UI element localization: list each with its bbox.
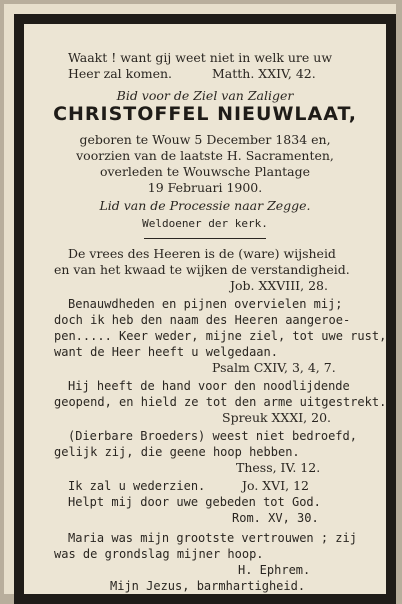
verse-line: Maria was mijn grootste vertrouwen ; zij xyxy=(68,531,357,545)
death-line: overleden te Wouwsche Plantage xyxy=(99,164,311,179)
verse-line: Helpt mij door uwe gebeden tot God. xyxy=(68,495,321,509)
benefactor-line: Weldoener der kerk. xyxy=(142,217,268,230)
memorial-card xyxy=(4,4,396,594)
verse-reference: Thess, IV. 12. xyxy=(236,460,321,475)
quote-line-1: Waakt ! want gij weet niet in welk ure uw xyxy=(68,50,333,65)
verse-line: Ik zal u wederzien. xyxy=(68,479,206,493)
death-date: 19 Februari 1900. xyxy=(147,180,263,195)
verse-line: pen..... Keer weder, mijne ziel, tot uwe rust, xyxy=(54,329,387,343)
verse-reference: Rom. XV, 30. xyxy=(232,511,319,525)
deceased-name: CHRISTOFFEL NIEUWLAAT, xyxy=(53,103,357,125)
verse-line: De vrees des Heeren is de (ware) wijsheid xyxy=(68,246,336,261)
prayer-request: Bid voor de Ziel van Zaliger xyxy=(116,88,294,103)
verse-line: want de Heer heeft u welgedaan. xyxy=(54,345,278,359)
closing-prayer: Mijn Jezus, barmhartigheid. xyxy=(110,579,306,593)
quote-reference: Matth. XXIV, 42. xyxy=(212,66,316,81)
verse-reference: Spreuk XXXI, 20. xyxy=(222,410,331,425)
birth-line: geboren te Wouw 5 December 1834 en, xyxy=(79,132,331,147)
verse-line: en van het kwaad te wijken de verstandigheid. xyxy=(54,262,350,277)
divider xyxy=(144,238,266,239)
mourning-border xyxy=(14,14,396,604)
verse-line: geopend, en hield ze tot den arme uitgestrekt. xyxy=(54,395,387,409)
verse-line: (Dierbare Broeders) weest niet bedroefd, xyxy=(68,429,357,443)
verse-reference: Psalm CXIV, 3, 4, 7. xyxy=(212,360,336,375)
verse-line: gelijk zij, die geene hoop hebben. xyxy=(54,445,300,459)
verse-reference: Jo. XVI, 12 xyxy=(242,478,309,493)
verse-reference: H. Ephrem. xyxy=(238,563,311,577)
verse-line: doch ik heb den naam des Heeren aangeroe- xyxy=(54,313,351,327)
sacraments-line: voorzien van de laatste H. Sacramenten, xyxy=(76,148,334,163)
verse-line: was de grondslag mijner hoop. xyxy=(54,547,264,561)
quote-line-2: Heer zal komen. xyxy=(68,66,173,81)
procession-member: Lid van de Processie naar Zegge. xyxy=(99,198,311,213)
verse-line: Hij heeft de hand voor den noodlijdende xyxy=(68,379,350,393)
verse-line: Benauwdheden en pijnen overvielen mij; xyxy=(68,297,343,311)
verse-reference: Job. XXVIII, 28. xyxy=(230,278,328,293)
